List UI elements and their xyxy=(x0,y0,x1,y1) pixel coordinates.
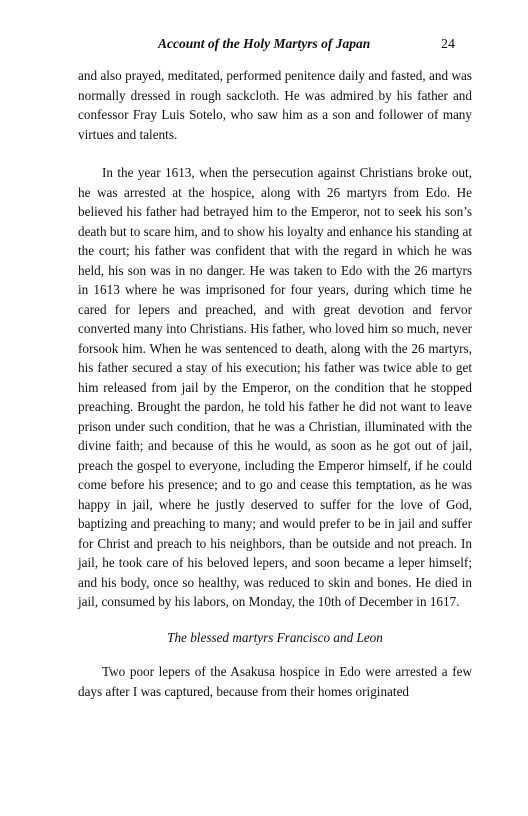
page-body xyxy=(78,66,472,701)
page-number: 24 xyxy=(441,37,455,52)
section-heading: The blessed martyrs Francisco and Leon xyxy=(167,629,383,645)
paragraph-persecution: In the year 1613, when the persecution against Christians broke out, he was arrested at the hospice, along with 26 martyrs from Edo. He believed his father had betrayed him to the Emperor, not to seek his son’s death but to scare him, and to show his loyalty and enhance his standing at the court; his father was confident that with the regard in which he was held, his son was in no danger. He was taken to Edo with the 26 martyrs in 1613 where he was imprisoned for four years, during which time he cared for lepers and preached, and with great devotion and fervor converted many into Christians. His father, who loved him so much, never forsook him. When he was sentenced to death, along with the 26 martyrs, his father secured a stay of his execution; his father was twice able to get him released from jail by the Emperor, on the condition that he stopped preaching. Brought the pardon, he told his father he did not want to leave prison under such condition, that he was a Christian, illuminated with the divine faith; and because of this he would, as soon as he got out of jail, preach the gospel to everyone, including the Emperor himself, if he could come before his presence; and to go and cease this temptation, as he was happy in jail, where he justly deserved to suffer for the love of God, baptizing and preaching to many; and would prefer to be in jail and suffer for Christ and preach to his neighbors, than be outside and not preach. In jail, he took care of his beloved lepers, and soon became a leper himself; and his body, once so healthy, was reduced to skin and bones. He died in jail, consumed by his labors, on Monday, the 10th of December in 1617. xyxy=(78,165,472,609)
running-title: Account of the Holy Martyrs of Japan xyxy=(158,36,371,51)
paragraph-continuation: and also prayed, meditated, performed penitence daily and fasted, and was normally dressed in rough sackcloth. He was admired by his father and confessor Fray Luis Sotelo, who saw him as a son and follower of many virtues and talents. xyxy=(78,68,472,142)
running-header xyxy=(0,32,528,56)
paragraph-lepers: Two poor lepers of the Asakusa hospice in Edo were arrested a few days after I was captured, because from their homes originated xyxy=(78,664,472,699)
